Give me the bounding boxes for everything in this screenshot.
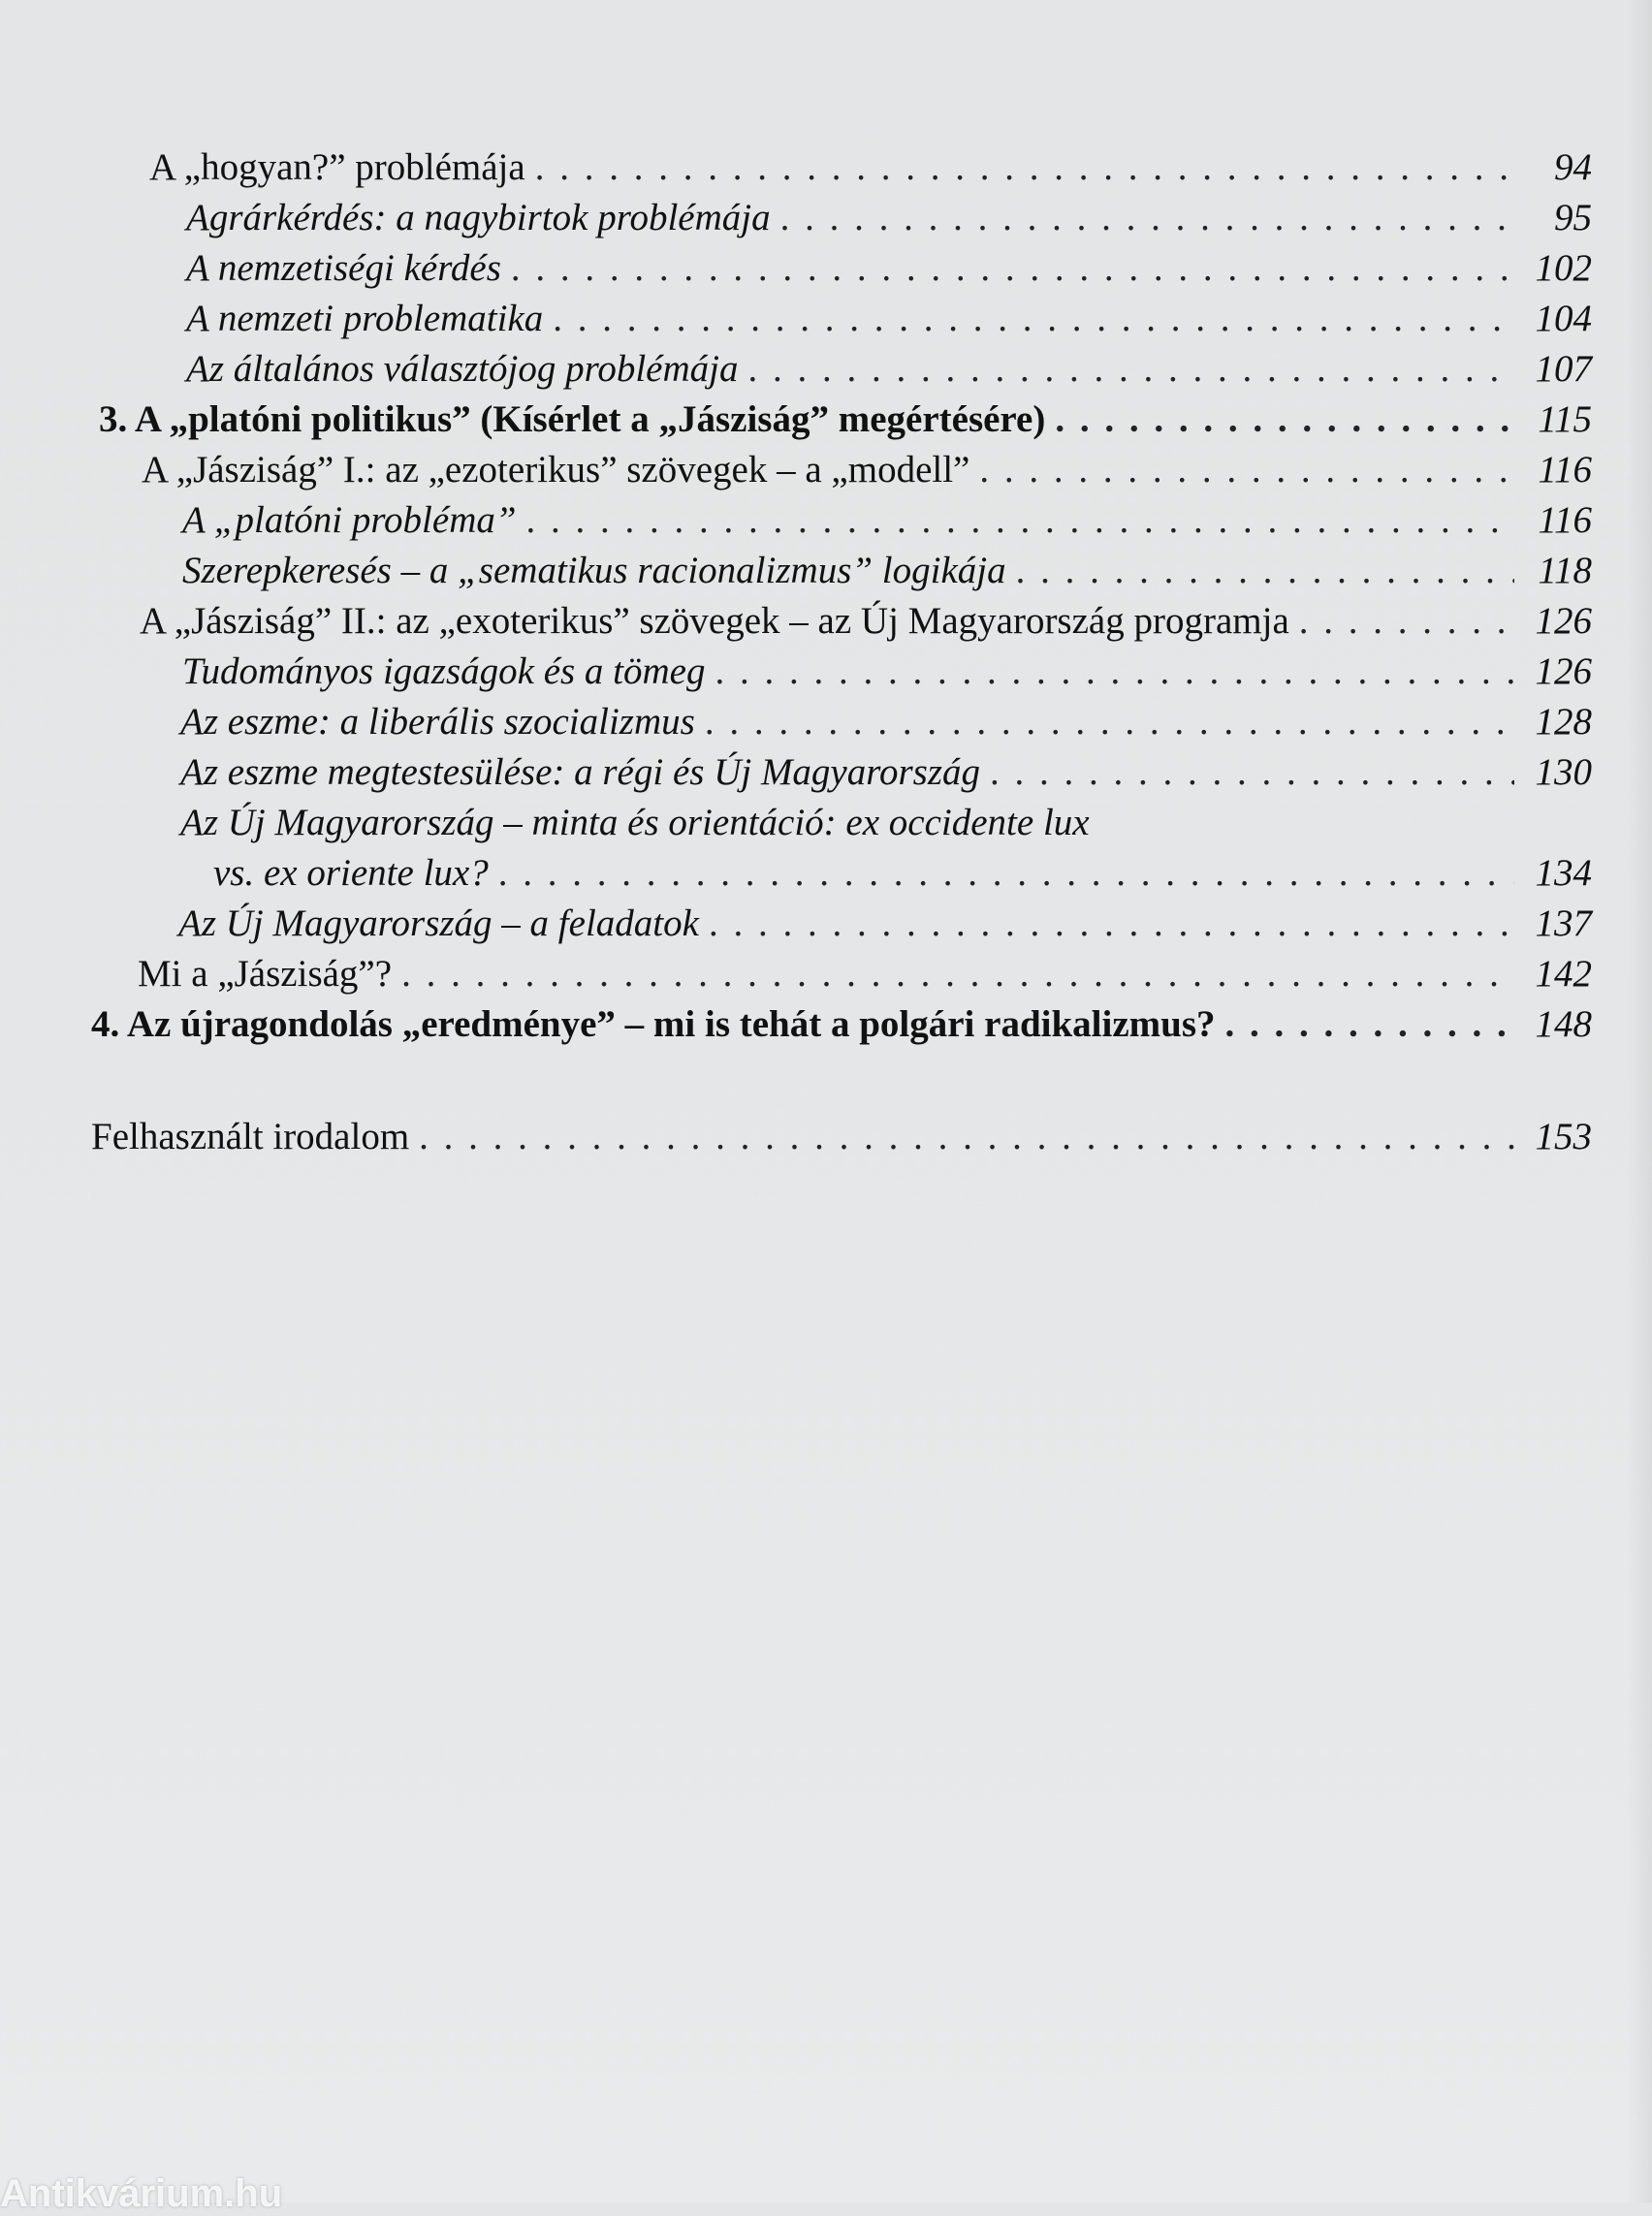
toc-entry-page: 104: [1535, 298, 1592, 339]
toc-entry-page: 115: [1538, 398, 1592, 440]
toc-entry-page: 126: [1535, 600, 1592, 642]
toc-entry-title: 4. Az újragondolás „eredménye” – mi is tehát a polgári radikalizmus?: [91, 1003, 1216, 1045]
toc-entry[interactable]: [89, 194, 1592, 242]
toc-entry-page: 126: [1535, 650, 1592, 692]
toc-entry-page: 128: [1535, 701, 1592, 743]
leader-dots: [990, 748, 1514, 797]
toc-entry[interactable]: [89, 143, 1592, 192]
leader-dots: [553, 295, 1514, 343]
toc-entry-title: Agrárkérdés: a nagybirtok problémája: [186, 197, 771, 238]
leader-dots: [511, 244, 1514, 293]
leader-dots: [715, 648, 1515, 696]
toc-entry-title-line1: Az Új Magyarország – minta és orientáció: ex occidente lux: [180, 802, 1090, 843]
toc-entry-title: A nemzetiségi kérdés: [186, 247, 501, 289]
leader-dots: [1225, 1000, 1514, 1049]
toc-entry-page: 94: [1554, 146, 1592, 188]
toc-entry[interactable]: [89, 496, 1592, 545]
leader-dots: [1055, 396, 1514, 444]
toc-entry-title: A „platóni probléma”: [182, 499, 517, 541]
toc-entry[interactable]: [89, 597, 1592, 646]
toc-entry-title: Az eszme megtestesülése: a régi és Új Magyarország: [180, 751, 980, 793]
toc-entry[interactable]: [89, 748, 1592, 797]
leader-dots: [401, 950, 1514, 998]
toc-entry-title: Az eszme: a liberális szocializmus: [180, 701, 695, 743]
toc-entry-page: 130: [1535, 751, 1592, 793]
toc-entry[interactable]: [89, 648, 1592, 696]
toc-chapter[interactable]: [89, 396, 1592, 444]
toc-entry-title: 3. A „platóni politikus” (Kísérlet a „Jásziság” megértésére): [99, 398, 1046, 440]
leader-dots: [535, 143, 1514, 192]
toc-entry[interactable]: [89, 295, 1592, 343]
leader-dots: [747, 345, 1514, 394]
toc-entry-title: A „Jásziság” I.: az „ezoterikus” szövegek – a „modell”: [142, 449, 970, 491]
toc-entry-page: 142: [1535, 953, 1592, 995]
toc-entry[interactable]: [89, 698, 1592, 746]
toc-entry-title: A nemzeti problematika: [186, 298, 544, 339]
toc-entry[interactable]: [89, 244, 1592, 293]
toc-entry[interactable]: [89, 547, 1592, 595]
leader-dots: [1299, 597, 1514, 646]
toc-entry[interactable]: [89, 446, 1592, 494]
leader-dots: [419, 1113, 1514, 1161]
leader-dots: [979, 446, 1514, 494]
toc-entry[interactable]: [89, 900, 1592, 948]
toc-entry-page: 153: [1535, 1116, 1592, 1157]
toc-entry-page: 118: [1538, 550, 1592, 591]
toc-entry-title: Az általános választójog problémája: [186, 348, 739, 390]
leader-dots: [498, 849, 1514, 898]
leader-dots: [1016, 547, 1514, 595]
watermark: Antikvárium.hu: [0, 2172, 283, 2215]
page-gutter-shadow: [1627, 0, 1652, 2202]
toc-entry-page: 95: [1554, 197, 1592, 238]
leader-dots: [780, 194, 1514, 242]
leader-dots: [709, 900, 1514, 948]
toc-entry-title: Szerepkeresés – a „sematikus racionalizmus” logikája: [182, 550, 1006, 591]
toc-entry[interactable]: [89, 849, 1592, 898]
toc-entry-title-line2: vs. ex oriente lux?: [213, 852, 489, 894]
toc-entry[interactable]: [89, 950, 1592, 998]
toc-entry-title: Felhasznált irodalom: [91, 1116, 410, 1157]
toc-entry-page: 137: [1535, 902, 1592, 944]
toc-entry-page: 116: [1538, 499, 1592, 541]
toc-entry-title: A „Jásziság” II.: az „exoterikus” szövegek – az Új Magyarország programja: [140, 600, 1289, 642]
toc-chapter[interactable]: [89, 1000, 1592, 1049]
toc-entry-page: 107: [1535, 348, 1592, 390]
toc-entry-title: Mi a „Jásziság”?: [138, 953, 393, 995]
toc-entry-title: Tudományos igazságok és a tömeg: [182, 650, 706, 692]
toc-entry-page: 116: [1538, 449, 1592, 491]
toc-entry[interactable]: [89, 345, 1592, 394]
toc-entry-title: A „hogyan?” problémája: [149, 146, 525, 188]
toc-entry-page: 102: [1535, 247, 1592, 289]
toc-entry-page: 134: [1535, 852, 1592, 894]
toc-entry[interactable]: [89, 1113, 1592, 1161]
toc-entry-page: 148: [1535, 1003, 1592, 1045]
leader-dots: [705, 698, 1514, 746]
leader-dots: [526, 496, 1514, 545]
toc-entry-title: Az Új Magyarország – a feladatok: [178, 902, 699, 944]
